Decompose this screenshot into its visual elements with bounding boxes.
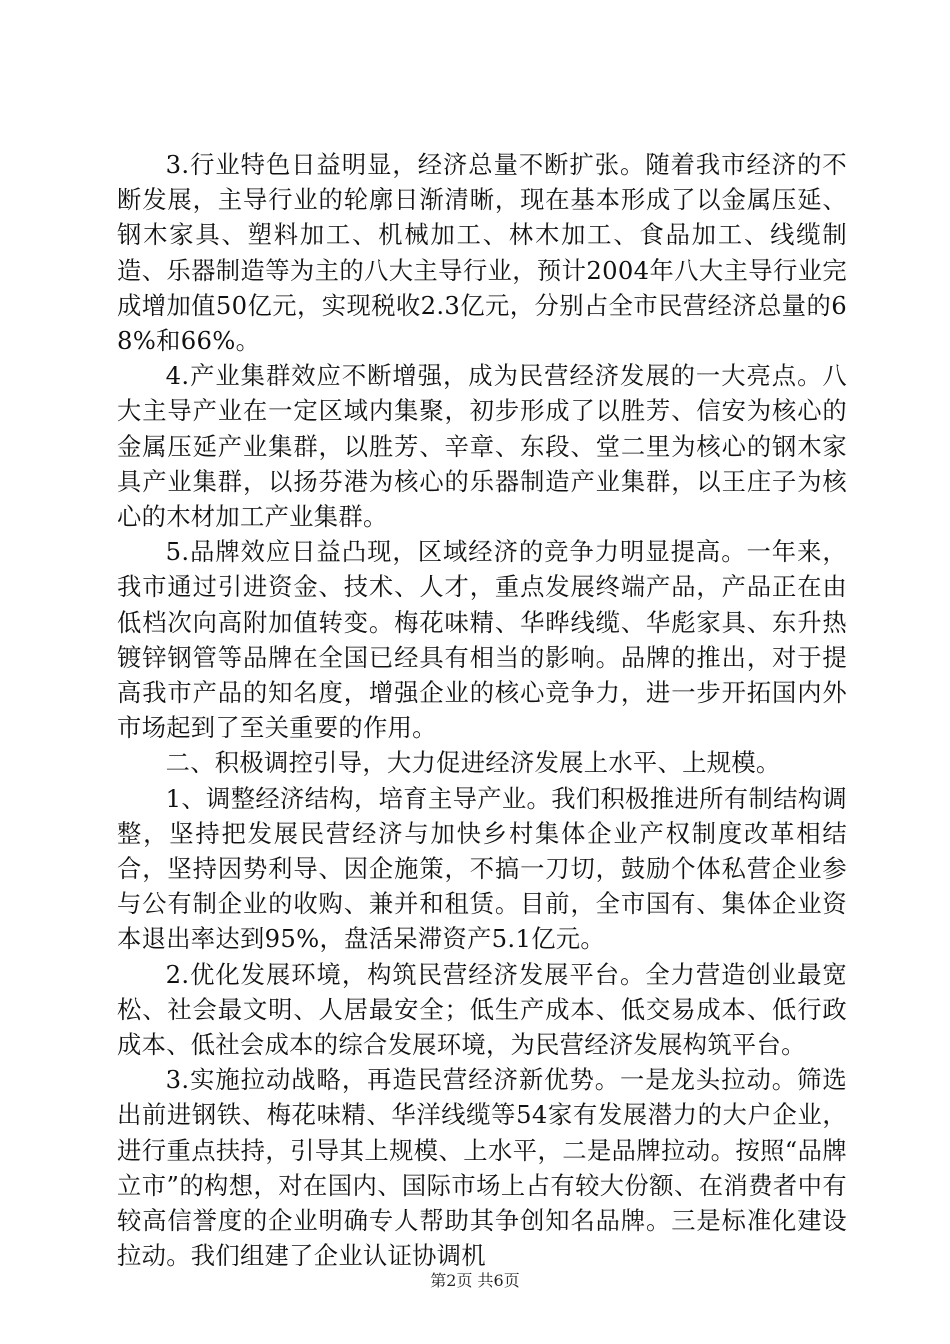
page-footer: 第2页 共6页 <box>430 1271 520 1290</box>
paragraph-economic-structure: 1、调整经济结构，培育主导产业。我们积极推进所有制结构调整，坚持把发展民营经济与加快乡村集体企业产权制度改革相结合，坚持因势利导、因企施策，不搞一刀切，鼓励个体私营企业参与公有制企业的收购、兼并和租赁。目前，全市国有、集体企业资本退出率达到95%，盘活呆滞资产5.1亿元。 <box>117 783 847 954</box>
paragraph-industry-features: 3.行业特色日益明显，经济总量不断扩张。随着我市经济的不断发展，主导行业的轮廓日渐清晰，现在基本形成了以金属压延、钢木家具、塑料加工、机械加工、林木加工、食品加工、线缆制造、乐器制造等为主的八大主导行业，预计2004年八大主导行业完成增加值50亿元，实现税收2.3亿元，分别占全市民营经济总量的68%和66%。 <box>117 150 847 356</box>
document-body <box>117 147 847 1274</box>
paragraph-industry-clusters: 4.产业集群效应不断增强，成为民营经济发展的一大亮点。八大主导产业在一定区域内集聚，初步形成了以胜芳、信安为核心的金属压延产业集群，以胜芳、辛章、东段、堂二里为核心的钢木家具产业集群，以扬芬港为核心的乐器制造产业集群，以王庄子为核心的木材加工产业集群。 <box>117 361 847 532</box>
paragraph-pull-strategy: 3.实施拉动战略，再造民营经济新优势。一是龙头拉动。筛选出前进钢铁、梅花味精、华洋线缆等54家有发展潜力的大户企业，进行重点扶持，引导其上规模、上水平，二是品牌拉动。按照“品牌立市”的构想，对在国内、国际市场上占有较大份额、在消费者中有较高信誉度的企业明确专人帮助其争创知名品牌。三是标准化建设拉动。我们组建了企业认证协调机 <box>117 1065 847 1271</box>
paragraph-development-environment: 2.优化发展环境，构筑民营经济发展平台。全力营造创业最宽松、社会最文明、人居最安全；低生产成本、低交易成本、低行政成本、低社会成本的综合发展环境，为民营经济发展构筑平台。 <box>117 959 847 1060</box>
paragraph-brand-effect: 5.品牌效应日益凸现，区域经济的竞争力明显提高。一年来，我市通过引进资金、技术、人才，重点发展终端产品，产品正在由低档次向高附加值转变。梅花味精、华晔线缆、华彪家具、东升热镀锌钢管等品牌在全国已经具有相当的影响。品牌的推出，对于提高我市产品的知名度，增强企业的核心竞争力，进一步开拓国内外市场起到了至关重要的作用。 <box>117 537 847 743</box>
section-heading-two: 二、积极调控引导，大力促进经济发展上水平、上规模。 <box>165 748 781 778</box>
